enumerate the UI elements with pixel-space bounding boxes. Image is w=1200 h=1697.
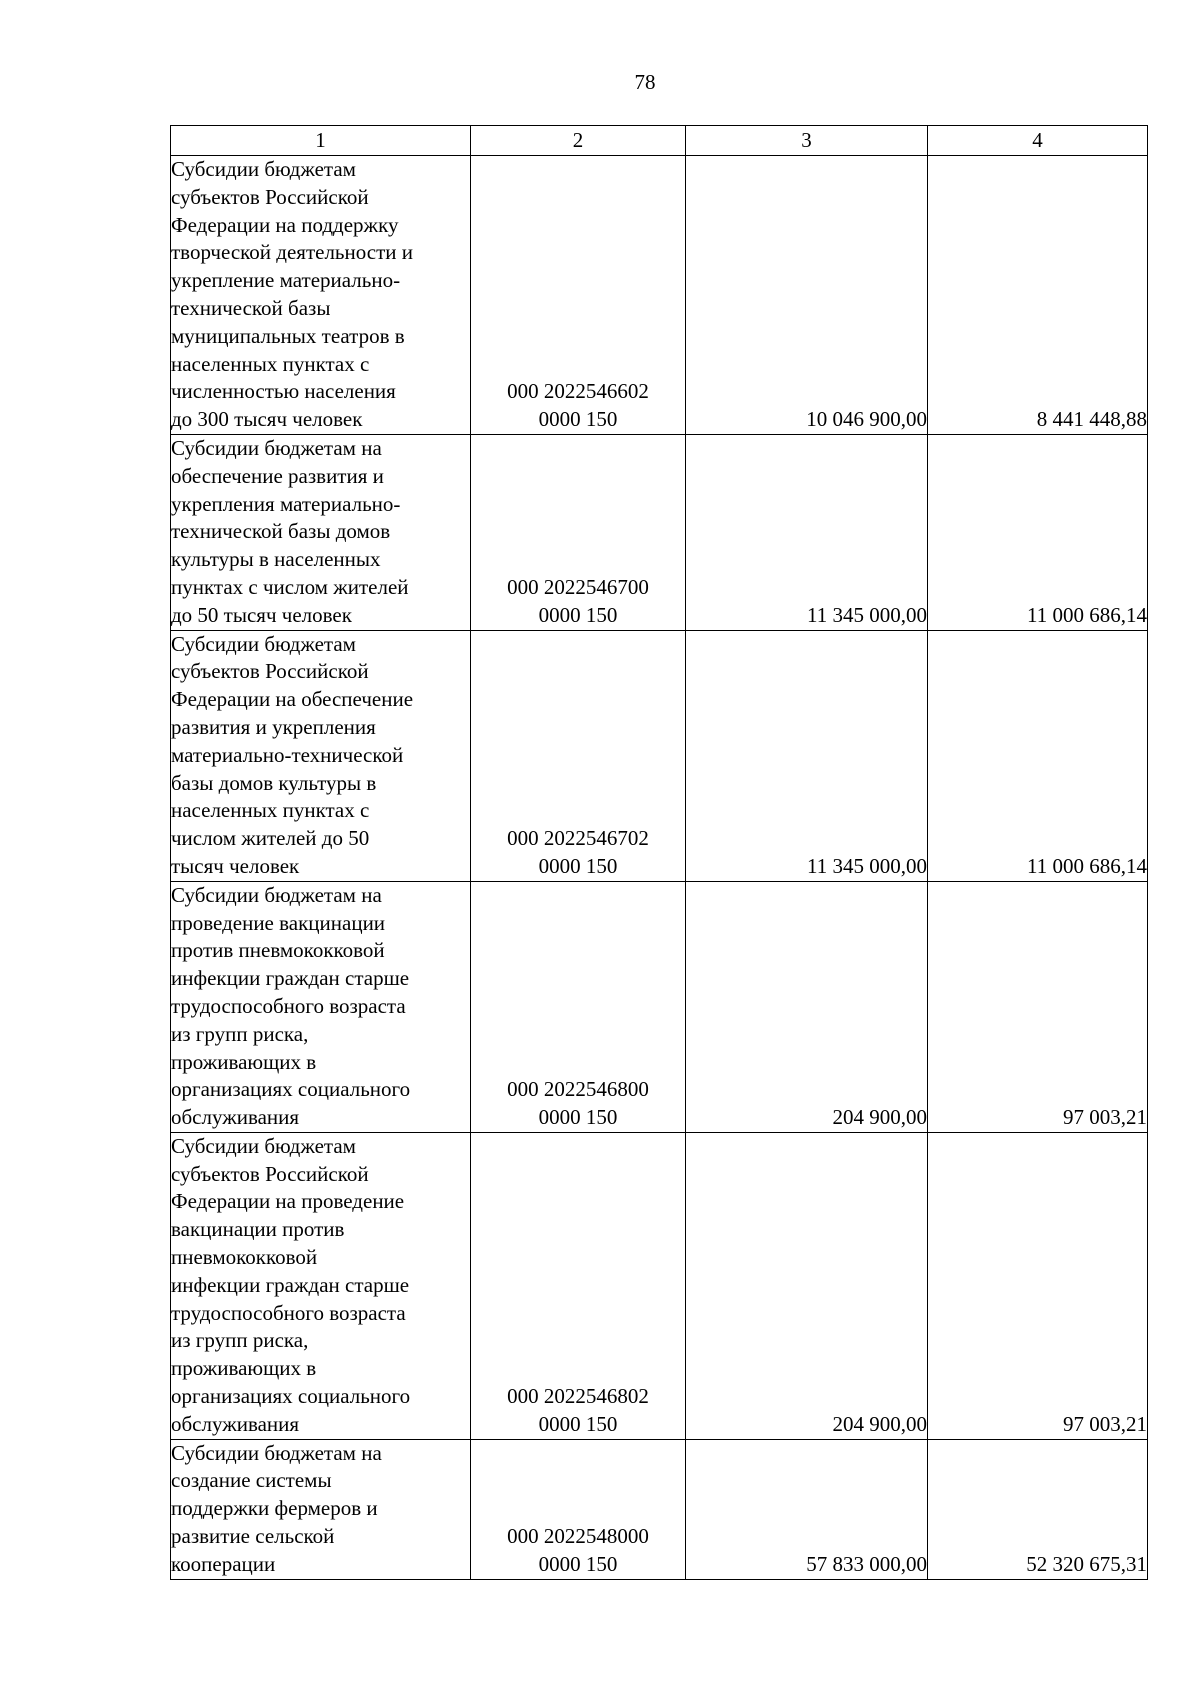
table-row — [171, 881, 1148, 1132]
row-name-cell: Субсидии бюджетам на обеспечение развития и укрепления материально- технической базы домов культуры в населенных пунктах с числом жителей до 50 тысяч человек — [171, 434, 471, 630]
column-header-4: 4 — [928, 126, 1148, 156]
row-approved-cell: 204 900,00 — [686, 1132, 928, 1439]
row-name-cell: Субсидии бюджетам субъектов Российской Федерации на проведение вакцинации против пневмококковой инфекции граждан старше трудоспособного возраста из групп риска, проживающих в организациях социального обслуживания — [171, 1132, 471, 1439]
row-approved-cell: 204 900,00 — [686, 881, 928, 1132]
row-code-cell: 000 2022546700 0000 150 — [471, 434, 686, 630]
table-row — [171, 630, 1148, 881]
row-approved-cell: 11 345 000,00 — [686, 434, 928, 630]
page-number: 78 — [634, 70, 656, 94]
row-executed-cell: 97 003,21 — [928, 881, 1148, 1132]
table-row — [171, 1439, 1148, 1579]
row-name-cell: Субсидии бюджетам субъектов Российской Федерации на поддержку творческой деятельности и укрепление материально- технической базы муниципальных театров в населенных пунктах с численностью населения до 300 тысяч человек — [171, 156, 471, 435]
row-name-cell: Субсидии бюджетам на проведение вакцинации против пневмококковой инфекции граждан старше трудоспособного возраста из групп риска, проживающих в организациях социального обслуживания — [171, 881, 471, 1132]
row-approved-cell: 10 046 900,00 — [686, 156, 928, 435]
row-approved-cell: 11 345 000,00 — [686, 630, 928, 881]
row-code-cell: 000 2022546602 0000 150 — [471, 156, 686, 435]
table-header-row — [171, 126, 1148, 156]
column-header-3: 3 — [686, 126, 928, 156]
row-executed-cell: 11 000 686,14 — [928, 630, 1148, 881]
budget-table — [170, 125, 1148, 1580]
table-row — [171, 156, 1148, 435]
row-executed-cell: 52 320 675,31 — [928, 1439, 1148, 1579]
row-code-cell: 000 2022546702 0000 150 — [471, 630, 686, 881]
row-code-cell: 000 2022548000 0000 150 — [471, 1439, 686, 1579]
row-approved-cell: 57 833 000,00 — [686, 1439, 928, 1579]
row-name-cell: Субсидии бюджетам субъектов Российской Федерации на обеспечение развития и укрепления материально-технической базы домов культуры в населенных пунктах с числом жителей до 50 тысяч человек — [171, 630, 471, 881]
row-code-cell: 000 2022546802 0000 150 — [471, 1132, 686, 1439]
column-header-1: 1 — [171, 126, 471, 156]
row-name-cell: Субсидии бюджетам на создание системы поддержки фермеров и развитие сельской кооперации — [171, 1439, 471, 1579]
table-row — [171, 1132, 1148, 1439]
table-row — [171, 434, 1148, 630]
row-executed-cell: 8 441 448,88 — [928, 156, 1148, 435]
row-executed-cell: 11 000 686,14 — [928, 434, 1148, 630]
row-executed-cell: 97 003,21 — [928, 1132, 1148, 1439]
row-code-cell: 000 2022546800 0000 150 — [471, 881, 686, 1132]
column-header-2: 2 — [471, 126, 686, 156]
